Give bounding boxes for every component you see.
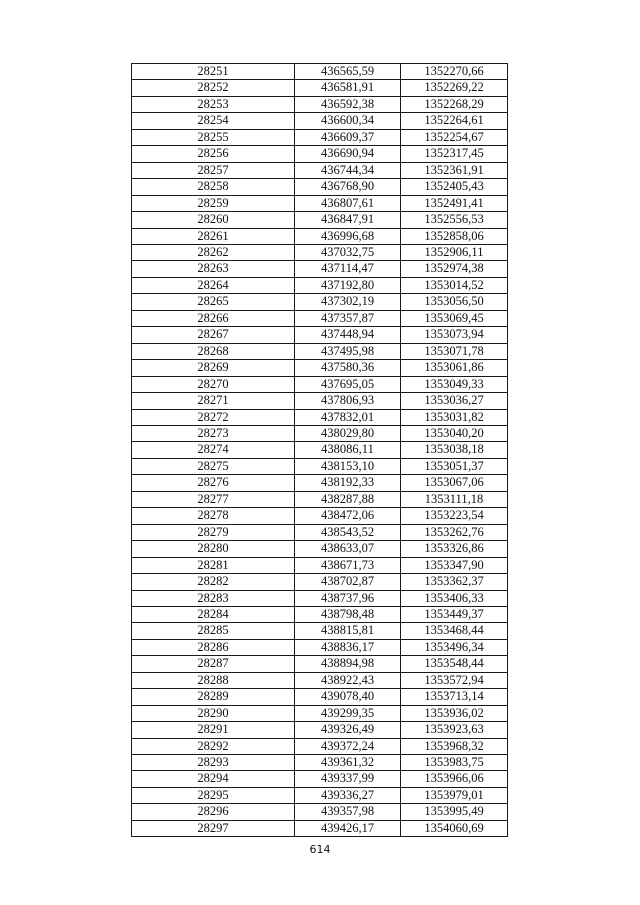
y-coordinate-cell: 1353468,44 [401,623,508,639]
point-id-cell: 28253 [132,96,295,112]
x-coordinate-cell: 439337,99 [295,771,401,787]
table-row [132,343,508,359]
table-row [132,656,508,672]
table-row [132,458,508,474]
y-coordinate-cell: 1353713,14 [401,689,508,705]
table-row [132,310,508,326]
y-coordinate-cell: 1352361,91 [401,162,508,178]
point-id-cell: 28292 [132,738,295,754]
table-row [132,179,508,195]
y-coordinate-cell: 1353014,52 [401,277,508,293]
x-coordinate-cell: 438671,73 [295,557,401,573]
x-coordinate-cell: 436690,94 [295,146,401,162]
point-id-cell: 28297 [132,820,295,836]
point-id-cell: 28264 [132,277,295,293]
y-coordinate-cell: 1353049,33 [401,376,508,392]
table-row [132,755,508,771]
x-coordinate-cell: 436847,91 [295,212,401,228]
x-coordinate-cell: 439426,17 [295,820,401,836]
x-coordinate-cell: 436768,90 [295,179,401,195]
point-id-cell: 28272 [132,409,295,425]
coordinates-table [131,63,508,837]
x-coordinate-cell: 439372,24 [295,738,401,754]
point-id-cell: 28290 [132,705,295,721]
y-coordinate-cell: 1352405,43 [401,179,508,195]
table-row [132,129,508,145]
y-coordinate-cell: 1353966,06 [401,771,508,787]
y-coordinate-cell: 1353995,49 [401,804,508,820]
table-row [132,491,508,507]
y-coordinate-cell: 1352268,29 [401,96,508,112]
y-coordinate-cell: 1353548,44 [401,656,508,672]
y-coordinate-cell: 1353040,20 [401,425,508,441]
point-id-cell: 28295 [132,787,295,803]
x-coordinate-cell: 438287,88 [295,491,401,507]
point-id-cell: 28289 [132,689,295,705]
table-row [132,475,508,491]
x-coordinate-cell: 437448,94 [295,327,401,343]
y-coordinate-cell: 1353031,82 [401,409,508,425]
y-coordinate-cell: 1353983,75 [401,755,508,771]
y-coordinate-cell: 1353406,33 [401,590,508,606]
x-coordinate-cell: 438192,33 [295,475,401,491]
x-coordinate-cell: 437357,87 [295,310,401,326]
table-row [132,425,508,441]
x-coordinate-cell: 436744,34 [295,162,401,178]
table-row [132,228,508,244]
y-coordinate-cell: 1353262,76 [401,524,508,540]
table-row [132,409,508,425]
table-row [132,393,508,409]
y-coordinate-cell: 1353071,78 [401,343,508,359]
table-row [132,639,508,655]
page-number: 614 [309,843,331,856]
point-id-cell: 28262 [132,244,295,260]
y-coordinate-cell: 1352491,41 [401,195,508,211]
y-coordinate-cell: 1352269,22 [401,80,508,96]
y-coordinate-cell: 1352974,38 [401,261,508,277]
table-row [132,146,508,162]
y-coordinate-cell: 1353923,63 [401,722,508,738]
y-coordinate-cell: 1352317,45 [401,146,508,162]
x-coordinate-cell: 437495,98 [295,343,401,359]
y-coordinate-cell: 1353223,54 [401,508,508,524]
point-id-cell: 28293 [132,755,295,771]
y-coordinate-cell: 1352858,06 [401,228,508,244]
y-coordinate-cell: 1353111,18 [401,491,508,507]
x-coordinate-cell: 439299,35 [295,705,401,721]
table-row [132,244,508,260]
point-id-cell: 28288 [132,672,295,688]
point-id-cell: 28281 [132,557,295,573]
x-coordinate-cell: 439326,49 [295,722,401,738]
table-row [132,376,508,392]
x-coordinate-cell: 439336,27 [295,787,401,803]
table-row [132,212,508,228]
y-coordinate-cell: 1353038,18 [401,442,508,458]
table-row [132,738,508,754]
x-coordinate-cell: 437580,36 [295,360,401,376]
x-coordinate-cell: 437302,19 [295,294,401,310]
point-id-cell: 28280 [132,541,295,557]
table-row [132,722,508,738]
point-id-cell: 28291 [132,722,295,738]
point-id-cell: 28275 [132,458,295,474]
table-row [132,672,508,688]
y-coordinate-cell: 1352270,66 [401,64,508,80]
y-coordinate-cell: 1352556,53 [401,212,508,228]
x-coordinate-cell: 438922,43 [295,672,401,688]
y-coordinate-cell: 1353069,45 [401,310,508,326]
table-row [132,787,508,803]
table-row [132,113,508,129]
x-coordinate-cell: 437114,47 [295,261,401,277]
point-id-cell: 28294 [132,771,295,787]
table-row [132,623,508,639]
point-id-cell: 28267 [132,327,295,343]
point-id-cell: 28251 [132,64,295,80]
y-coordinate-cell: 1353326,86 [401,541,508,557]
table-row [132,64,508,80]
point-id-cell: 28279 [132,524,295,540]
y-coordinate-cell: 1353061,86 [401,360,508,376]
x-coordinate-cell: 436581,91 [295,80,401,96]
x-coordinate-cell: 436592,38 [295,96,401,112]
y-coordinate-cell: 1352264,61 [401,113,508,129]
table-row [132,557,508,573]
point-id-cell: 28259 [132,195,295,211]
table-row [132,80,508,96]
table-row [132,590,508,606]
point-id-cell: 28266 [132,310,295,326]
point-id-cell: 28269 [132,360,295,376]
point-id-cell: 28282 [132,574,295,590]
y-coordinate-cell: 1352906,11 [401,244,508,260]
point-id-cell: 28261 [132,228,295,244]
table-row [132,689,508,705]
point-id-cell: 28273 [132,425,295,441]
y-coordinate-cell: 1353968,32 [401,738,508,754]
x-coordinate-cell: 438153,10 [295,458,401,474]
point-id-cell: 28260 [132,212,295,228]
y-coordinate-cell: 1353036,27 [401,393,508,409]
x-coordinate-cell: 436565,59 [295,64,401,80]
point-id-cell: 28286 [132,639,295,655]
x-coordinate-cell: 438029,80 [295,425,401,441]
table-row [132,820,508,836]
x-coordinate-cell: 437032,75 [295,244,401,260]
table-row [132,277,508,293]
table-row [132,606,508,622]
point-id-cell: 28276 [132,475,295,491]
point-id-cell: 28285 [132,623,295,639]
y-coordinate-cell: 1353051,37 [401,458,508,474]
point-id-cell: 28277 [132,491,295,507]
x-coordinate-cell: 437192,80 [295,277,401,293]
table-row [132,96,508,112]
table-row [132,541,508,557]
point-id-cell: 28283 [132,590,295,606]
x-coordinate-cell: 436600,34 [295,113,401,129]
x-coordinate-cell: 438543,52 [295,524,401,540]
x-coordinate-cell: 438836,17 [295,639,401,655]
x-coordinate-cell: 436807,61 [295,195,401,211]
x-coordinate-cell: 437806,93 [295,393,401,409]
table-row [132,442,508,458]
table-row [132,574,508,590]
point-id-cell: 28252 [132,80,295,96]
point-id-cell: 28255 [132,129,295,145]
y-coordinate-cell: 1353362,37 [401,574,508,590]
table-row [132,771,508,787]
point-id-cell: 28270 [132,376,295,392]
y-coordinate-cell: 1353067,06 [401,475,508,491]
point-id-cell: 28258 [132,179,295,195]
table-row [132,162,508,178]
table-row [132,804,508,820]
point-id-cell: 28278 [132,508,295,524]
x-coordinate-cell: 438798,48 [295,606,401,622]
table-row [132,508,508,524]
point-id-cell: 28257 [132,162,295,178]
x-coordinate-cell: 438737,96 [295,590,401,606]
y-coordinate-cell: 1352254,67 [401,129,508,145]
y-coordinate-cell: 1353936,02 [401,705,508,721]
table-row [132,360,508,376]
table-row [132,705,508,721]
x-coordinate-cell: 436996,68 [295,228,401,244]
y-coordinate-cell: 1353979,01 [401,787,508,803]
y-coordinate-cell: 1353073,94 [401,327,508,343]
y-coordinate-cell: 1353056,50 [401,294,508,310]
x-coordinate-cell: 438086,11 [295,442,401,458]
point-id-cell: 28256 [132,146,295,162]
x-coordinate-cell: 439361,32 [295,755,401,771]
x-coordinate-cell: 437695,05 [295,376,401,392]
point-id-cell: 28296 [132,804,295,820]
point-id-cell: 28271 [132,393,295,409]
x-coordinate-cell: 439357,98 [295,804,401,820]
coordinates-table-body [132,64,508,837]
x-coordinate-cell: 438472,06 [295,508,401,524]
x-coordinate-cell: 438633,07 [295,541,401,557]
point-id-cell: 28284 [132,606,295,622]
y-coordinate-cell: 1353449,37 [401,606,508,622]
point-id-cell: 28274 [132,442,295,458]
point-id-cell: 28268 [132,343,295,359]
y-coordinate-cell: 1353572,94 [401,672,508,688]
x-coordinate-cell: 437832,01 [295,409,401,425]
x-coordinate-cell: 438894,98 [295,656,401,672]
y-coordinate-cell: 1353347,90 [401,557,508,573]
point-id-cell: 28265 [132,294,295,310]
y-coordinate-cell: 1354060,69 [401,820,508,836]
x-coordinate-cell: 436609,37 [295,129,401,145]
point-id-cell: 28263 [132,261,295,277]
table-row [132,327,508,343]
table-row [132,261,508,277]
table-row [132,195,508,211]
x-coordinate-cell: 438815,81 [295,623,401,639]
y-coordinate-cell: 1353496,34 [401,639,508,655]
table-row [132,294,508,310]
table-row [132,524,508,540]
x-coordinate-cell: 439078,40 [295,689,401,705]
point-id-cell: 28287 [132,656,295,672]
point-id-cell: 28254 [132,113,295,129]
x-coordinate-cell: 438702,87 [295,574,401,590]
